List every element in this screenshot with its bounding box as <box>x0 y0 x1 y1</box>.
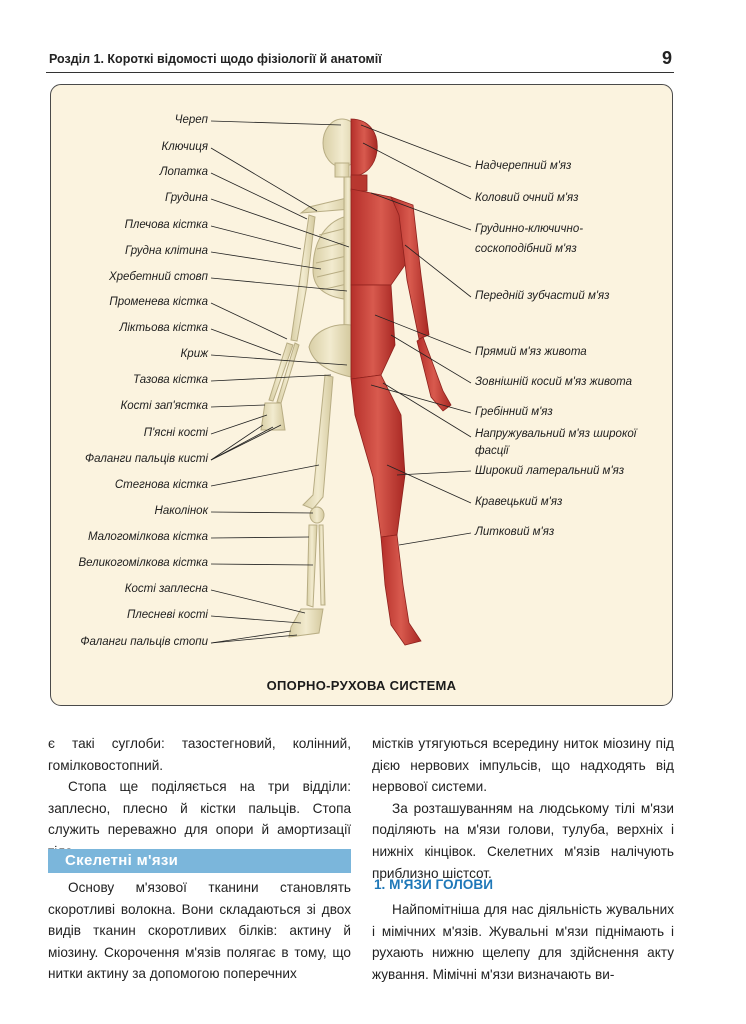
right-column-bottom <box>372 899 674 985</box>
label-tensor-fasciae-1: Напружувальний м'яз широкої <box>475 428 637 440</box>
label-external-oblique: Зовнішній косий м'яз живота <box>475 376 632 388</box>
label-patella: Наколінок <box>154 505 208 517</box>
section-heading: Скелетні м'язи <box>48 849 351 873</box>
label-ulna: Ліктьова кістка <box>119 322 208 334</box>
label-pectineus: Гребінний м'яз <box>475 406 553 418</box>
paragraph: Основу м'язової тканини становлять скоротливі волокна. Вони складаються зі двох видів тканин скоротливих білків: актину й міозину. Скорочення м'язів полягає в тому, що нитки актину за допомогою поперечних <box>48 880 351 982</box>
label-femur: Стегнова кістка <box>114 479 208 491</box>
label-clavicle: Ключиця <box>161 141 208 153</box>
label-tensor-fasciae-2: фасції <box>475 445 509 457</box>
label-gastrocnemius: Литковий м'яз <box>475 526 555 538</box>
anatomy-figure <box>50 84 673 706</box>
muscle-half <box>351 119 451 645</box>
paragraph: За розташуванням на людському тілі м'язи поділяють на м'язи голови, тулуба, верхніх і нижніх кінцівок. Скелетних м'язів налічують приблизно шістсот. <box>372 800 674 881</box>
label-sartorius: Кравецький м'яз <box>475 496 563 508</box>
label-metacarpals: П'ясні кості <box>143 427 208 439</box>
right-column-top <box>372 733 674 884</box>
label-skull: Череп <box>174 114 208 126</box>
label-sternocleidomastoid-1: Грудинно-ключично- <box>475 223 584 235</box>
paragraph: є такі суглоби: тазостегновий, колінний, гомілковостопний. <box>48 736 351 773</box>
label-humerus: Плечова кістка <box>124 219 208 231</box>
page-number: 9 <box>661 48 672 68</box>
label-foot-phalanges: Фаланги пальців стопи <box>80 636 208 648</box>
label-tarsals: Кості заплесна <box>124 583 208 595</box>
label-tibia: Великогомілкова кістка <box>78 557 208 569</box>
paragraph: Стопа ще поділяється на три відділи: заплесно, плесно й кістки пальців. Стопа служить переважно для опори й амортизації <box>48 779 351 838</box>
page-header <box>46 50 674 73</box>
label-radius: Променева кістка <box>109 296 208 308</box>
label-sternum: Грудина <box>165 192 208 204</box>
label-sternocleidomastoid-2: соскоподібний м'яз <box>475 243 577 255</box>
paragraph: містків утягуються всередину ниток міозину під дією нервових імпульсів, що надходять від нервової системи. <box>372 736 674 795</box>
label-fibula: Малогомілкова кістка <box>87 531 208 543</box>
paragraph: Найпомітніша для нас діяльність жувальних і мімічних м'язів. Жувальні м'язи піднімають і рухають нижню щелепу для здійснення акту жування. Мімічні м'язи визначають ви- <box>372 902 674 982</box>
figure-title: ОПОРНО-РУХОВА СИСТЕМА <box>266 678 457 693</box>
label-sacrum: Криж <box>180 348 208 360</box>
left-column-top <box>48 733 351 863</box>
left-column-bottom <box>48 877 351 985</box>
label-metatarsals: Плесневі кості <box>126 609 208 621</box>
label-serratus-anterior: Передній зубчастий м'яз <box>475 290 610 302</box>
label-ribcage: Грудна клітина <box>125 245 208 257</box>
subheading: 1. М'ЯЗИ ГОЛОВИ <box>374 877 493 892</box>
chapter-title: Розділ 1. Короткі відомості щодо фізіології й анатомії <box>49 52 382 66</box>
label-hand-phalanges: Фаланги пальців кисті <box>84 453 208 465</box>
label-pelvis: Тазова кістка <box>132 374 208 386</box>
label-epicranius: Надчерепний м'яз <box>475 160 572 172</box>
label-vastus-lateralis: Широкий латеральний м'яз <box>475 465 625 477</box>
label-rectus-abdominis: Прямий м'яз живота <box>475 346 587 358</box>
label-scapula: Лопатка <box>159 166 208 178</box>
label-spine: Хребетний стовп <box>108 271 208 283</box>
label-carpals: Кості зап'ястка <box>120 400 208 412</box>
label-orbicularis-oculi: Коловий очний м'яз <box>475 192 579 204</box>
